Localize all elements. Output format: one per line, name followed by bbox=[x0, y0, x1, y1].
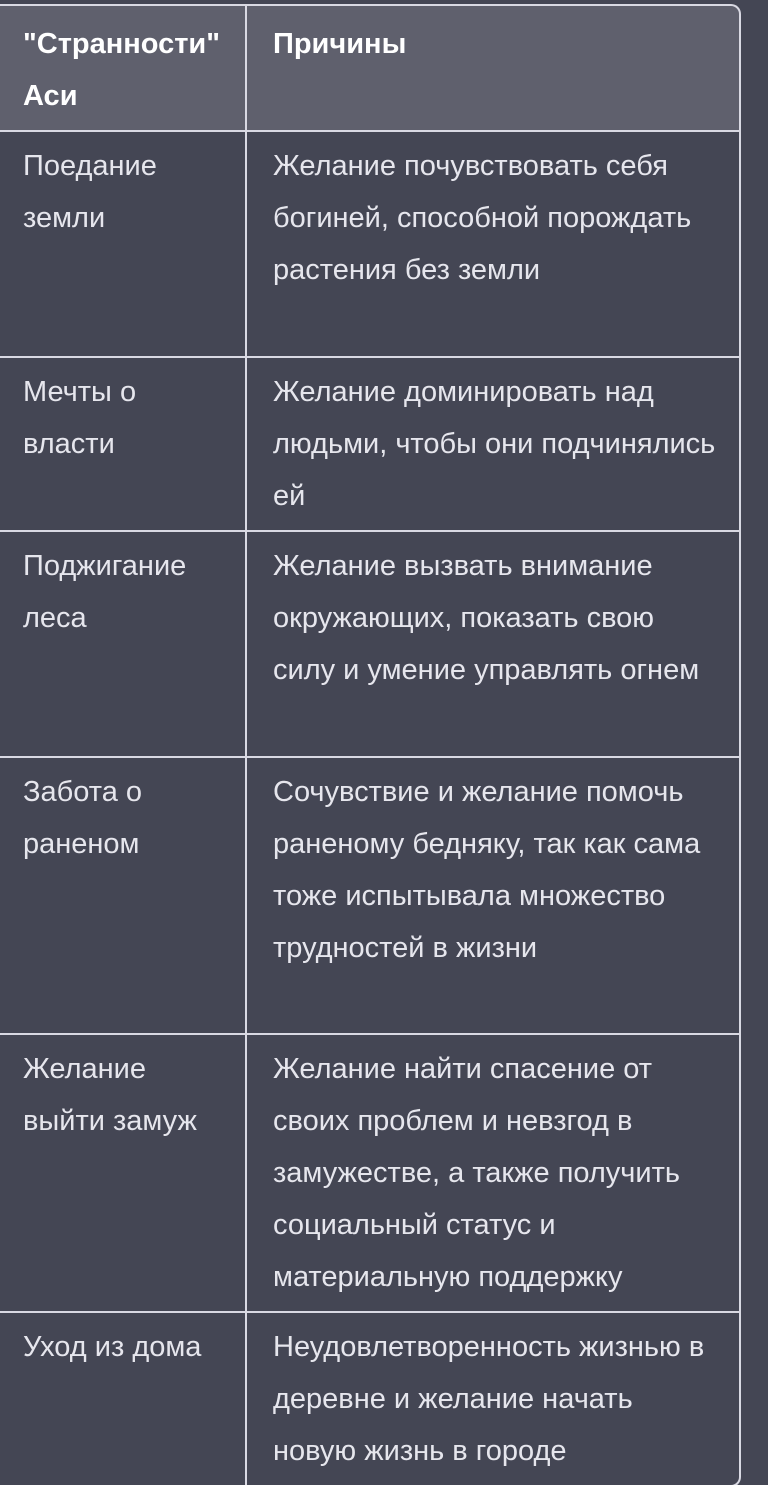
column-header-reasons: Причины bbox=[247, 4, 741, 132]
table-row bbox=[0, 132, 741, 358]
reason-cell: Неудовлетворенность жизнью в деревне и желание начать новую жизнь в городе bbox=[247, 1313, 741, 1485]
oddity-cell: Мечты о власти bbox=[0, 358, 247, 532]
table-row bbox=[0, 758, 741, 1035]
reason-cell: Желание почувствовать себя богиней, способной порождать растения без земли bbox=[247, 132, 741, 358]
oddity-cell: Уход из дома bbox=[0, 1313, 247, 1485]
reason-cell: Сочувствие и желание помочь раненому бедняку, так как сама тоже испытывала множество трудностей в жизни bbox=[247, 758, 741, 1035]
table-row bbox=[0, 532, 741, 758]
oddity-cell: Желание выйти замуж bbox=[0, 1035, 247, 1313]
table-header-row bbox=[0, 4, 741, 132]
reason-cell: Желание доминировать над людьми, чтобы они подчинялись ей bbox=[247, 358, 741, 532]
reason-cell: Желание найти спасение от своих проблем и невзгод в замужестве, а также получить социальный статус и материальную поддержку bbox=[247, 1035, 741, 1313]
table-row bbox=[0, 358, 741, 532]
oddity-cell: Поджигание леса bbox=[0, 532, 247, 758]
table-row bbox=[0, 1035, 741, 1313]
column-header-oddities: "Странности" Аси bbox=[0, 4, 247, 132]
table-row bbox=[0, 1313, 741, 1485]
reason-cell: Желание вызвать внимание окружающих, показать свою силу и умение управлять огнем bbox=[247, 532, 741, 758]
oddities-table bbox=[0, 4, 741, 1485]
oddity-cell: Забота о раненом bbox=[0, 758, 247, 1035]
oddity-cell: Поедание земли bbox=[0, 132, 247, 358]
